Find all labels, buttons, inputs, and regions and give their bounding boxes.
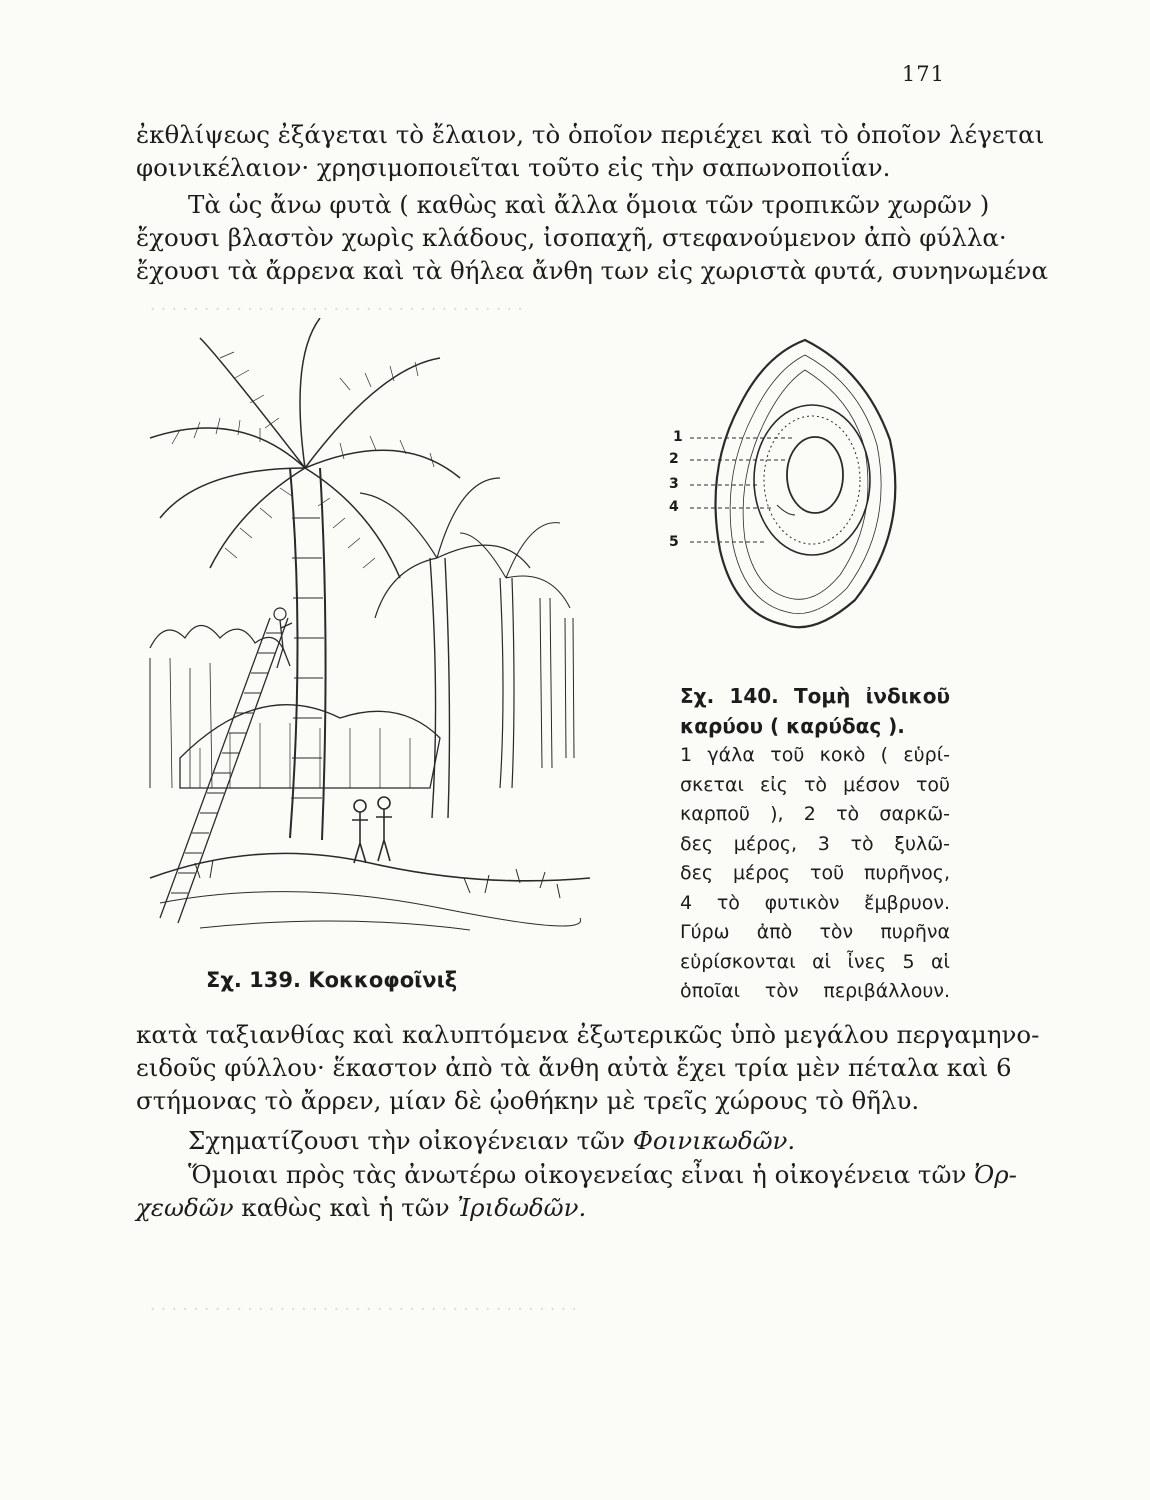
caption-line: Σχ. 140. Τομὴ ἰνδικοῦ	[680, 684, 950, 708]
diagram-label-5: 5	[669, 534, 679, 550]
paragraph-2	[136, 188, 1048, 287]
text-line: ἔχουσι τὰ ἄρρενα καὶ τὰ θήλεα ἄνθη των εἰς χωριστὰ φυτά, συνηνωμένα	[136, 256, 1048, 285]
text-run: καθὼς καὶ ἡ τῶν	[233, 1193, 458, 1222]
caption-line: καρύου ( καρύδας ).	[680, 713, 905, 738]
paragraph-3	[136, 1018, 1040, 1117]
text-run: Σχηματίζουσι τὴν οἰκογένειαν τῶν	[188, 1126, 633, 1155]
figure-139-caption: Σχ. 139. Κοκκοφοῖνιξ	[206, 968, 458, 992]
text-line: ἐκθλίψεως ἐξάγεται τὸ ἔλαιον, τὸ ὁποῖον περιέχει καὶ τὸ ὁποῖον λέγεται	[136, 120, 1045, 149]
caption-line: Γύρω ἀπὸ τὸν πυρῆνα	[680, 921, 950, 943]
diagram-label-1: 1	[673, 429, 683, 445]
paragraph-4	[136, 1124, 948, 1157]
caption-line: σκεται εἰς τὸ μέσον τοῦ	[680, 773, 950, 796]
palm-tree-illustration	[140, 318, 600, 958]
page-number: 171	[901, 62, 945, 86]
diagram-label-3: 3	[669, 476, 679, 492]
diagram-label-2: 2	[669, 451, 679, 467]
text-line: στήμονας τὸ ἄρρεν, μίαν δὲ ᾠοθήκην μὲ τρεῖς χώρους τὸ θῆλυ.	[136, 1086, 920, 1115]
text-run: Ὅμοιαι πρὸς τὰς ἀνωτέρω οἰκογενείας εἶναι ἡ οἰκογένεια τῶν	[188, 1160, 975, 1189]
italic-term: χεωδῶν	[136, 1193, 234, 1222]
caption-line: καρποῦ ), 2 τὸ σαρκῶ-	[680, 803, 950, 825]
text-line: φοινικέλαιον· χρησιμοποιεῖται τοῦτο εἰς τὴν σαπωνοποιΐαν.	[136, 153, 891, 182]
figure-140-caption	[680, 682, 950, 1007]
italic-term: Ὀρ-	[974, 1160, 1017, 1189]
caption-line: 4 τὸ φυτικὸν ἔμβρυον.	[680, 891, 950, 914]
paragraph-5	[136, 1158, 1017, 1224]
caption-line: ὁποῖαι τὸν περιβάλλουν.	[680, 980, 950, 1002]
caption-line: δες μέρος, 3 τὸ ξυλῶ-	[680, 832, 950, 855]
text-line: Τὰ ὡς ἄνω φυτὰ ( καθὼς καὶ ἄλλα ὅμοια τῶν τροπικῶν χωρῶν )	[188, 190, 990, 219]
diagram-label-4: 4	[669, 499, 679, 515]
italic-term: Φοινικωδῶν.	[632, 1126, 796, 1155]
italic-term: Ἰριδωδῶν.	[457, 1193, 587, 1222]
text-line: ειδοῦς φύλλου· ἕκαστον ἀπὸ τὰ ἄνθη αὐτὰ ἔχει τρία μὲν πέταλα καὶ 6	[136, 1053, 1012, 1082]
paragraph-1	[136, 118, 1045, 184]
caption-line: εὑρίσκονται αἱ ἶνες 5 αἱ	[680, 950, 950, 973]
text-line: ἔχουσι βλαστὸν χωρὶς κλάδους, ἰσοπαχῆ, στεφανούμενον ἀπὸ φύλλα·	[136, 223, 1007, 252]
text-line: κατὰ ταξιανθίας καὶ καλυπτόμενα ἐξωτερικῶς ὑπὸ μεγάλου περγαμηνο-	[136, 1020, 1040, 1049]
coconut-section-diagram	[665, 330, 925, 640]
caption-line: δες μέρος τοῦ πυρῆνος,	[680, 862, 950, 884]
caption-line: 1 γάλα τοῦ κοκὸ ( εὑρί-	[680, 744, 950, 766]
